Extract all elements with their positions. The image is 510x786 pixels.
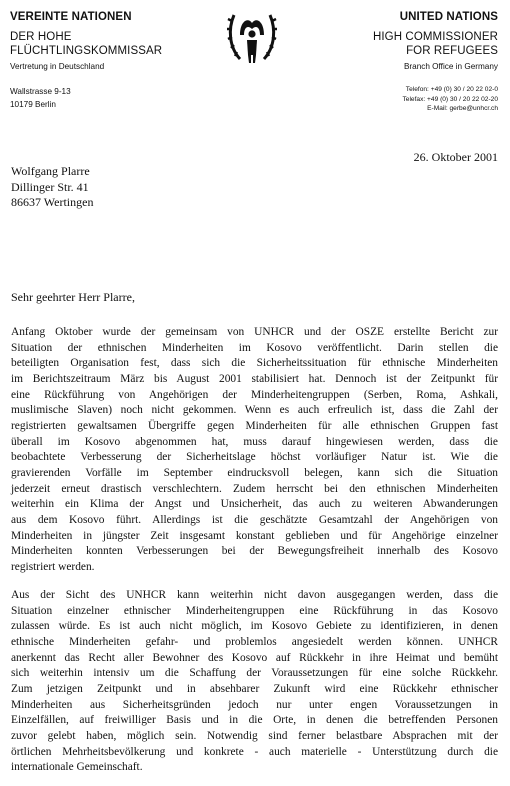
- recipient-street: Dillinger Str. 41: [11, 179, 89, 194]
- paragraph-line: Minderheiten konnten Verbesserungen bei der Bewegungsfreiheit innerhalb des Kosovo: [11, 545, 498, 558]
- header-left: [10, 10, 220, 110]
- paragraph-line: beobachtete Verbesserung der Sicherheitslage höchst vorläufiger Natur ist. Wie die: [11, 451, 498, 464]
- fax-number: Telefax: +49 (0) 30 / 20 22 02-20: [402, 95, 498, 103]
- commissioner-line1-de: DER HOHE: [10, 31, 72, 43]
- paragraph-line: zuvor gelebt haben, möglich sein. Notwendig sind ferner belastbare Absprachen mit der: [11, 729, 498, 742]
- paragraph-line: registriert werden.: [11, 560, 95, 573]
- office-de: Vertretung in Deutschland: [10, 62, 105, 71]
- org-name-de: VEREINTE NATIONEN: [10, 11, 132, 23]
- paragraph-line: Minderheiten aus Sicherheitsgründen jedoch nur unter engen Voraussetzungen in: [11, 698, 498, 711]
- paragraph-line: beteiligten Organisation fest, dass sich die Sicherheitssituation für ethnische Minderheiten: [11, 357, 498, 370]
- office-en: Branch Office in Germany: [403, 62, 498, 71]
- email-address: E-Mail: gerbe@unhcr.ch: [427, 105, 498, 113]
- unhcr-emblem-icon: [226, 7, 278, 69]
- paragraph-line: eine Rückführung von Angehörigen der Minderheitengruppen (Serben, Roma, Ashkali,: [11, 388, 498, 401]
- paragraph-line: überall im Kosovo abgenommen hat, muss darauf hingewiesen werden, dass die: [11, 435, 498, 448]
- paragraph-line: muslimische Slaven) noch nicht gekommen. Wenn es auch erfreulich ist, dass die Zahl der: [11, 404, 498, 417]
- paragraph-line: jederzeit erneut drastisch verschlechtern. Zudem herrscht bei den ethnischen Minderheiten: [11, 482, 498, 495]
- recipient-city: 86637 Wertingen: [11, 195, 94, 209]
- paragraph-line: internationale Gemeinschaft.: [11, 761, 143, 774]
- salutation: Sehr geehrter Herr Plarre,: [11, 290, 135, 304]
- paragraph-line: weiterhin ein Klima der Angst und Unsicherheit, das auch zu weiteren Abwanderungen: [11, 498, 498, 511]
- paragraph-line: aus dem Kosovo führt. Allerdings ist die geschätzte Gesamtzahl der Angehörigen von: [11, 513, 498, 526]
- paragraph-1: [11, 325, 498, 576]
- paragraph-2: [11, 588, 498, 776]
- paragraph-line: ethnische Minderheiten gefahr- und problemlos angesiedelt werden können. UNHCR: [11, 635, 498, 648]
- recipient-name: Wolfgang Plarre: [11, 164, 90, 178]
- paragraph-line: Minderheiten in jüngster Zeit insgesamt konstant geblieben und für Angehörige einzelner: [11, 529, 498, 542]
- paragraph-line: gravierenden Vorfälle im September eindrucksvoll belegen, kann sich die Situation: [11, 466, 498, 479]
- paragraph-line: anerkennt das Recht aller Bewohner des Kosovo auf Rückkehr in ihre Heimat und bemüht: [11, 651, 498, 664]
- street-address: Wallstrasse 9-13: [10, 87, 71, 96]
- paragraph-line: Einzelfällen, auf freiwilliger Basis und in die Orte, in denen die betreffenden Personen: [11, 714, 498, 727]
- recipient-address: [11, 164, 93, 211]
- commissioner-line1-en: HIGH COMMISSIONER: [372, 31, 498, 43]
- paragraph-line: registrierten gewaltsamen Übergriffe gegen Minderheiten für alle ethnischen Gruppen fast: [11, 419, 498, 432]
- phone-number: Telefon: +49 (0) 30 / 20 22 02-0: [405, 86, 498, 93]
- org-name-en: UNITED NATIONS: [399, 11, 498, 23]
- paragraph-line: sich weiterhin intensiv um die Schaffung der Voraussetzungen für eine solche Rückkehr.: [11, 667, 498, 680]
- paragraph-line: Situation der ethnischen Minderheiten im Kosovo veröffentlicht. Darin stellen die: [11, 341, 498, 354]
- paragraph-line: Situation einzelner ethnischer Minderheitengruppen eine Rückführung in das Kosovo: [11, 604, 498, 617]
- commissioner-line2-en: FOR REFUGEES: [406, 45, 498, 57]
- paragraph-line: Zum jetzigen Zeitpunkt und in absehbarer Zukunft wird eine Rückkehr ethnischer: [11, 682, 498, 695]
- city-address: 10179 Berlin: [10, 100, 56, 109]
- paragraph-line: zulassen würde. Es ist auch nicht möglich, im Kosovo Gebiete zu identifizieren, in denen: [11, 620, 498, 633]
- paragraph-line: im Berichtszeitraum März bis August 2001 stabilisiert hat. Dennoch ist der Zeitpunkt für: [11, 372, 498, 385]
- paragraph-line: Aus der Sicht des UNHCR kann weiterhin nicht davon ausgegangen werden, dass die: [11, 589, 498, 601]
- paragraph-line: örtlichen Mehrheitsbevölkerung und konkrete - auch materielle - Unterstützung durch die: [11, 745, 498, 758]
- paragraph-line: Anfang Oktober wurde der gemeinsam von UNHCR und der OSZE erstellte Bericht zur: [11, 326, 498, 338]
- header-right: [288, 10, 498, 114]
- letter-date: 26. Oktober 2001: [413, 150, 498, 164]
- commissioner-line2-de: FLÜCHTLINGSKOMMISSAR: [10, 45, 163, 57]
